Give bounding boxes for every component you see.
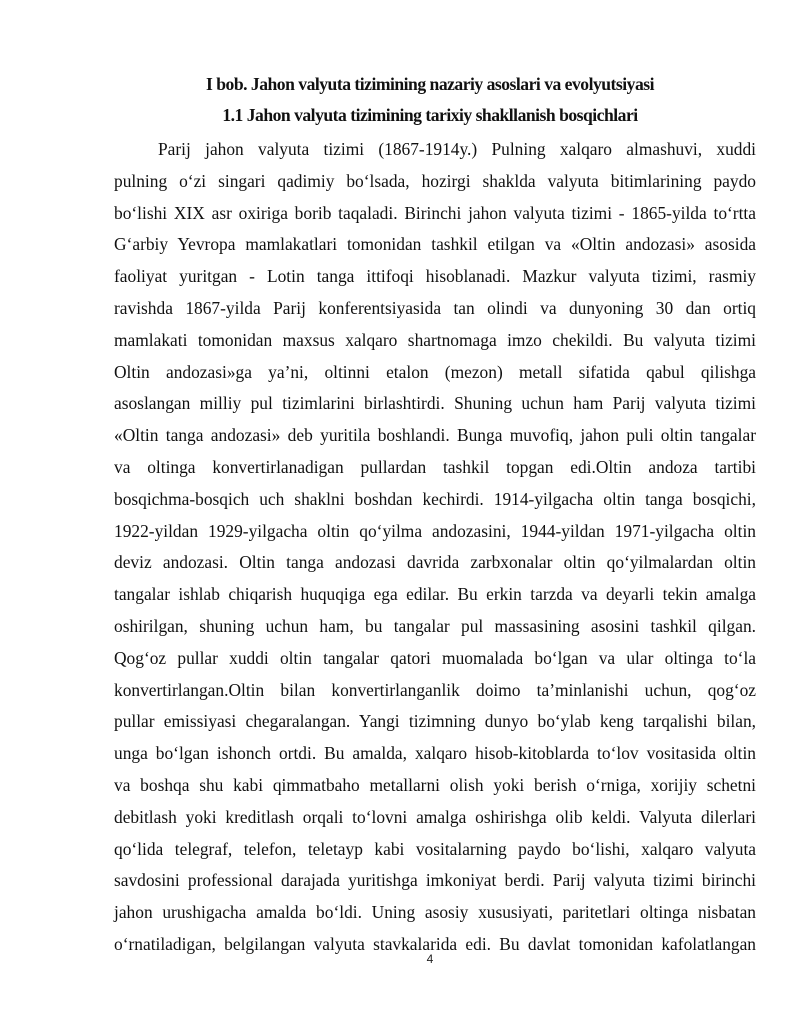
text-line: Oltin andozasi»ga ya’ni, oltinni etalon (mezon) metall sifatida qabul qilishga: [114, 361, 756, 382]
text-line: oʻrnatiladigan, belgilangan valyuta stavkalarida edi. Bu davlat tomonidan kafolatlangan: [114, 933, 756, 954]
text-line: va oltinga konvertirlanadigan pullardan tashkil topgan edi.Oltin andoza tartibi: [114, 456, 756, 477]
text-line: 1922-yildan 1929-yilgacha oltin qoʻyilma andozasini, 1944-yildan 1971-yilgacha oltin: [114, 520, 756, 541]
text-line: deviz andozasi. Oltin tanga andozasi davrida zarbxonalar oltin qoʻyilmalardan oltin: [114, 552, 756, 573]
text-line: faoliyat yuritgan - Lotin tanga ittifoqi hisoblanadi. Mazkur valyuta tizimi, rasmiy: [114, 266, 756, 287]
chapter-title: I bob. Jahon valyuta tizimining nazariy asoslari va evolyutsiyasi: [206, 74, 654, 94]
text-line: Parij jahon valyuta tizimi (1867-1914y.) Pulning xalqaro almashuvi, xuddi: [158, 139, 756, 159]
text-line: asoslangan milliy pul tizimlarini birlashtirdi. Shuning uchun ham Parij valyuta tizimi: [114, 393, 756, 414]
text-line: boʻlishi XIX asr oxiriga borib taqaladi. Birinchi jahon valyuta tizimi - 1865-yilda toʻrtta: [114, 202, 756, 223]
text-line: tangalar ishlab chiqarish huquqiga ega edilar. Bu erkin tarzda va deyarli tekin amalga: [114, 584, 756, 605]
page-number: 4: [426, 952, 434, 966]
text-line: pullar emissiyasi chegaralangan. Yangi tizimning dunyo boʻylab keng tarqalishi bilan,: [114, 711, 756, 732]
text-line: Gʻarbiy Yevropa mamlakatlari tomonidan tashkil etilgan va «Oltin andozasi» asosida: [114, 234, 756, 255]
text-line: konvertirlangan.Oltin bilan konvertirlanganlik doimo ta’minlanishi uchun, qogʻoz: [114, 679, 756, 700]
text-line: mamlakati tomonidan maxsus xalqaro shartnomaga imzo chekildi. Bu valyuta tizimi: [114, 329, 756, 350]
text-line: «Oltin tanga andozasi» deb yuritila boshlandi. Bunga muvofiq, jahon puli oltin tangalar: [114, 425, 756, 446]
text-line: ravishda 1867-yilda Parij konferentsiyasida tan olindi va dunyoning 30 dan ortiq: [114, 297, 756, 318]
body-paragraph: [114, 134, 756, 961]
text-line: jahon urushigacha amalda boʻldi. Uning asosiy xususiyati, paritetlari oltinga nisbatan: [114, 902, 756, 923]
text-line: oshirilgan, shuning uchun ham, bu tangalar pul massasining asosini tashkil qilgan.: [114, 615, 756, 636]
text-line: pulning oʻzi singari qadimiy boʻlsada, hozirgi shaklda valyuta bitimlarining paydo: [114, 170, 756, 191]
text-line: va boshqa shu kabi qimmatbaho metallarni olish yoki berish oʻrniga, xorijiy schetni: [114, 774, 756, 795]
text-line: savdosini professional darajada yuritishga imkoniyat berdi. Parij valyuta tizimi birinchi: [114, 870, 756, 891]
text-line: debitlash yoki kreditlash orqali toʻlovni amalga oshirishga olib keldi. Valyuta dilerlari: [114, 806, 756, 827]
section-title: 1.1 Jahon valyuta tizimining tarixiy shakllanish bosqichlari: [222, 105, 638, 125]
text-line: qoʻlida telegraf, telefon, teletayp kabi vositalarning paydo boʻlishi, xalqaro valyuta: [114, 838, 756, 859]
text-line: unga boʻlgan ishonch ortdi. Bu amalda, xalqaro hisob-kitoblarda toʻlov vositasida oltin: [114, 743, 756, 764]
text-line: bosqichma-bosqich uch shaklni boshdan kechirdi. 1914-yilgacha oltin tanga bosqichi,: [114, 488, 756, 509]
text-line: Qogʻoz pullar xuddi oltin tangalar qatori muomalada boʻlgan va ular oltinga toʻla: [114, 647, 756, 668]
